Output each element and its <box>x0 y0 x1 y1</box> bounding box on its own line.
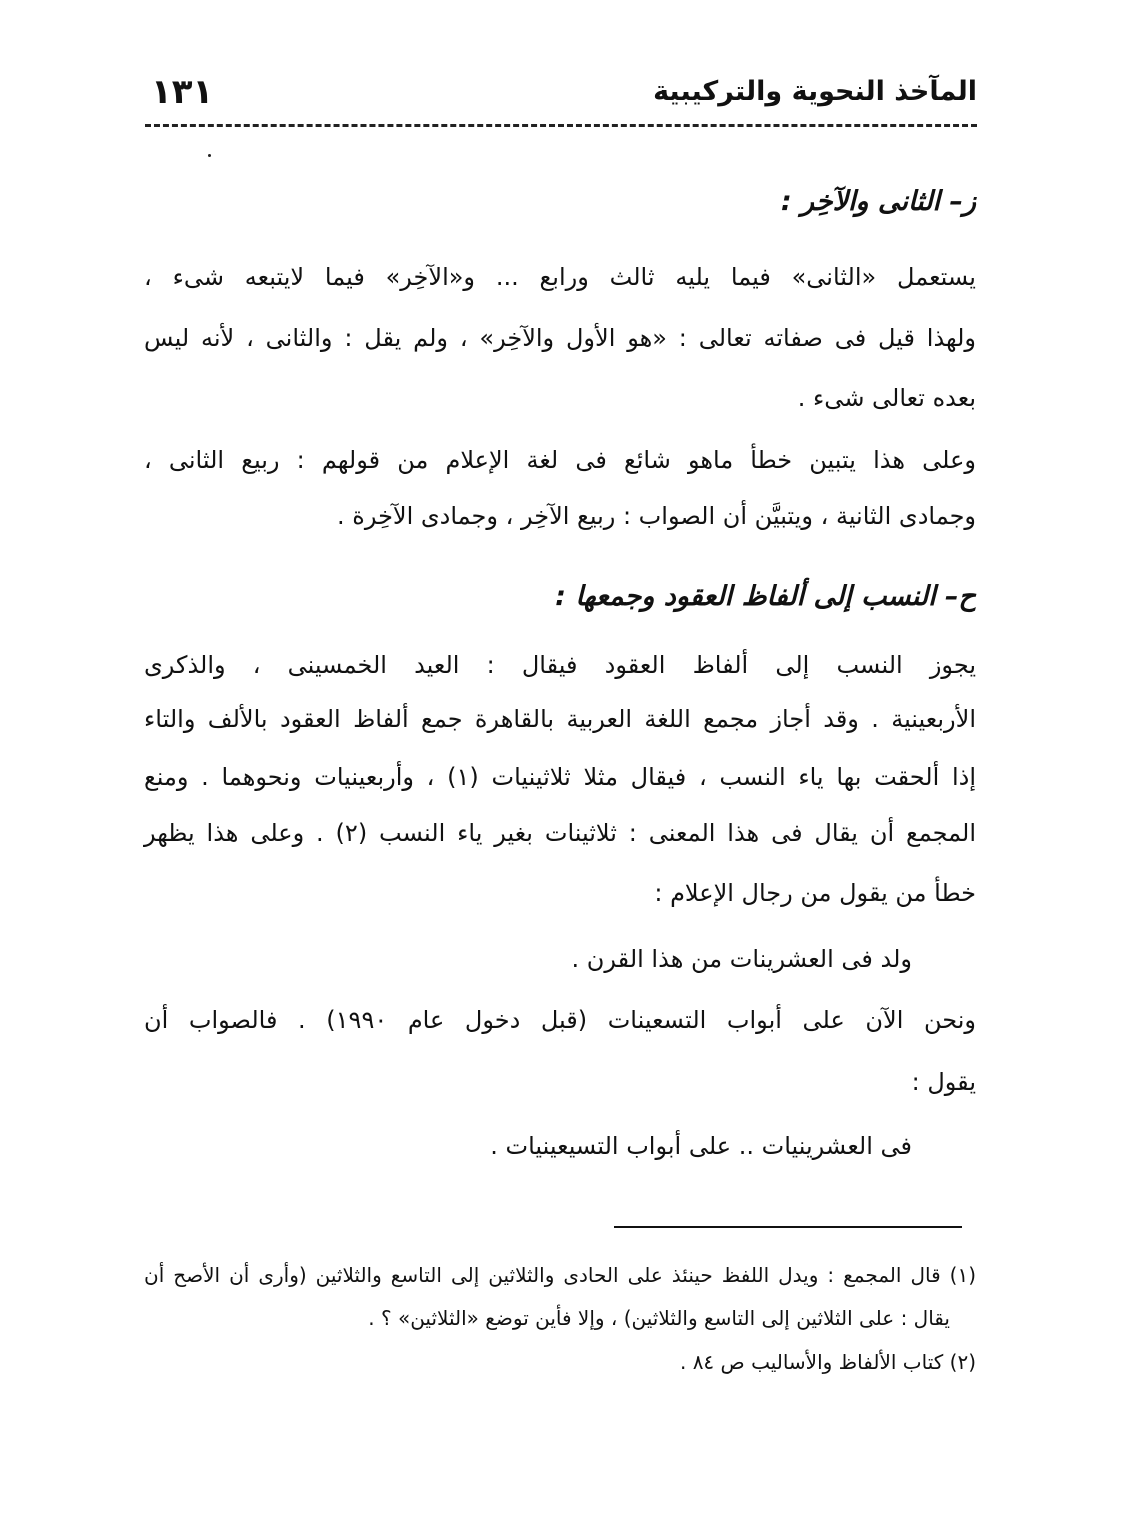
body-line: إذا ألحقت بها ياء النسب ، فيقال مثلا ثلاثينيات (١) ، وأربعينيات ونحوهما . ومنع <box>144 763 976 791</box>
body-line: وجمادى الثانية ، ويتبيَّن أن الصواب : ربيع الآخِر ، وجمادى الآخِرة . <box>337 502 976 530</box>
section-heading-z: ز– الثانى والآخِر : <box>780 186 976 217</box>
header-rule <box>145 124 977 127</box>
page-header <box>145 70 977 120</box>
body-line: فى العشرينيات .. على أبواب التسيعينيات . <box>490 1132 912 1160</box>
body-line: يقول : <box>911 1068 976 1096</box>
body-line: وعلى هذا يتبين خطأ ماهو شائع فى لغة الإعلام من قولهم : ربيع الثانى ، <box>144 446 976 474</box>
body-line: المجمع أن يقال فى هذا المعنى : ثلاثينات بغير ياء النسب (٢) . وعلى هذا يظهر <box>144 819 977 847</box>
running-title: المآخذ النحوية والتركيبية <box>653 76 977 107</box>
body-line: ونحن الآن على أبواب التسعينات (قبل دخول عام ١٩٩٠) . فالصواب أن <box>144 1006 976 1034</box>
body-line: يجوز النسب إلى ألفاظ العقود فيقال : العيد الخمسينى ، والذكرى <box>144 651 976 679</box>
body-line: ولهذا قيل فى صفاته تعالى : «هو الأول والآخِر» ، ولم يقل : والثانى ، لأنه ليس <box>144 324 976 352</box>
body-line: يستعمل «الثانى» فيما يليه ثالث ورابع ... و«الآخِر» فيما لايتبعه شىء ، <box>144 263 976 291</box>
page-number: ١٣١ <box>151 72 214 112</box>
footnote-rule <box>614 1226 962 1228</box>
footnote-line: يقال : على الثلاثين إلى التاسع والثلاثين) ، وإلا فأين توضع «الثلاثين» ؟ . <box>368 1306 950 1330</box>
body-line: خطأ من يقول من رجال الإعلام : <box>654 879 976 907</box>
footnote-line: (١) قال المجمع : ويدل اللفظ حينئذ على الحادى والثلاثين إلى التاسع والثلاثين (وأرى أن الأصح أن <box>144 1263 976 1287</box>
body-line: بعده تعالى شىء . <box>797 384 976 412</box>
footnote-line: (٢) كتاب الألفاظ والأساليب ص ٨٤ . <box>679 1350 976 1374</box>
body-line: ولد فى العشرينات من هذا القرن . <box>571 945 912 973</box>
section-heading-h: ح– النسب إلى ألفاظ العقود وجمعها : <box>555 581 976 612</box>
scan-speck <box>208 154 211 157</box>
body-line: الأربعينية . وقد أجاز مجمع اللغة العربية بالقاهرة جمع ألفاظ العقود بالألف والتاء <box>144 705 976 733</box>
